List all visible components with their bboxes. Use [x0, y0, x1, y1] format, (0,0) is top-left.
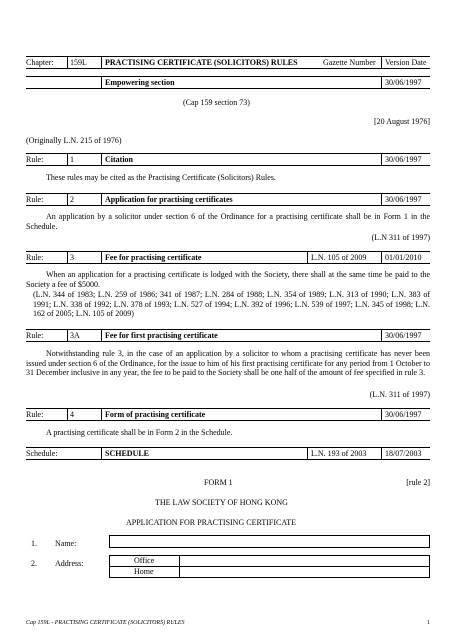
gazette-number-label: Gazette Number	[323, 58, 376, 67]
schedule-gazette-number: L.N. 193 of 2003	[311, 449, 367, 458]
address-field[interactable]	[109, 555, 430, 578]
rule-number: 3A	[70, 331, 80, 340]
rule-date: 30/06/1997	[385, 331, 422, 340]
rule-title: Fee for first practising certificate	[105, 331, 218, 340]
rule-label: Rule:	[26, 253, 44, 262]
rule-gazette-number: L.N. 105 of 2009	[311, 253, 367, 262]
office-address-label: Office	[134, 556, 155, 565]
chapter-header-row	[26, 56, 430, 69]
footer-text: Cap 159L - PRACTISING CERTIFICATE (SOLICITORS) RULES	[26, 620, 185, 626]
empowering-section-title: Empowering section	[105, 78, 175, 87]
form-number: FORM 1	[204, 478, 233, 487]
enactment-date: [20 August 1976]	[374, 117, 430, 126]
society-name: THE LAW SOCIETY OF HONG KONG	[155, 498, 288, 507]
rule-number: 4	[70, 410, 74, 419]
rule-amendments: (L.N. 344 of 1983; L.N. 259 of 1986; 341 of 1987; L.N. 284 of 1988; L.N. 354 of 1989; L.N. 313 of 1990; L.N. 383 of 1991; L.N. 338 of 1992; L.N. 378 of 1993; L.N. 527 of 1994; L.N. 392 of 1996; L.N. 539 of 1997; L.N. 345 of 1998; L.N. 162 of 2005; L.N. 105 of 2009)	[33, 290, 430, 319]
chapter-number: 159L	[70, 58, 87, 67]
form-field-number: 1.	[31, 539, 37, 548]
rule-label: Rule:	[26, 155, 44, 164]
rule-row	[26, 153, 430, 166]
chapter-title: PRACTISING CERTIFICATE (SOLICITORS) RULES	[105, 58, 298, 67]
empowering-section-row	[26, 76, 430, 89]
rule-date: 30/06/1997	[385, 195, 422, 204]
rule-number: 1	[70, 155, 74, 164]
rule-body: These rules may be cited as the Practising Certificate (Solicitors) Rules.	[46, 173, 276, 182]
rule-body: Notwithstanding rule 3, in the case of an application by a solicitor to whom a practising certificate has never been issued under section 6 of the Ordinance, for the issue to him of his first practising certificate for any period from 1 October to 31 December inclusive in any year, the fee to be paid to the Society shall be one half of the amount of fee specified in rule 3.	[26, 349, 430, 378]
page-number: 1	[427, 620, 430, 626]
form-rule-reference: [rule 2]	[406, 478, 430, 487]
rule-label: Rule:	[26, 410, 44, 419]
rule-row	[26, 193, 430, 206]
rule-row	[26, 251, 430, 264]
form-heading: APPLICATION FOR PRACTISING CERTIFICATE	[126, 518, 296, 527]
rule-date: 30/06/1997	[385, 155, 422, 164]
home-address-label: Home	[134, 567, 154, 576]
rule-reference: (L.N 311 of 1997)	[371, 233, 430, 242]
rule-row	[26, 408, 430, 421]
rule-number: 3	[70, 253, 74, 262]
rule-row	[26, 329, 430, 342]
name-field[interactable]	[109, 535, 430, 548]
rule-title: Fee for practising certificate	[105, 253, 202, 262]
chapter-label: Chapter:	[26, 58, 54, 67]
rule-body: When an application for a practising certificate is lodged with the Society, there shall at the same time be paid to the Society a fee of $5000.	[26, 270, 430, 289]
form-field-number: 2.	[31, 559, 37, 568]
version-date-label: Version Date	[385, 58, 427, 67]
name-field-label: Name:	[55, 539, 77, 548]
rule-label: Rule:	[26, 331, 44, 340]
rule-body: An application by a solicitor under section 6 of the Ordinance for a practising certificate shall be in Form 1 in the Schedule.	[26, 212, 430, 231]
schedule-label: Schedule:	[26, 449, 58, 458]
rule-label: Rule:	[26, 195, 44, 204]
rule-title: Citation	[105, 155, 133, 164]
schedule-row	[26, 447, 430, 460]
schedule-title: SCHEDULE	[105, 449, 150, 458]
original-reference: (Originally L.N. 215 of 1976)	[26, 136, 122, 145]
rule-title: Application for practising certificates	[105, 195, 233, 204]
rule-reference: (L.N. 311 of 1997)	[369, 390, 430, 399]
empowering-section-date: 30/06/1997	[385, 78, 422, 87]
rule-date: 01/01/2010	[385, 253, 422, 262]
schedule-date: 18/07/2003	[385, 449, 422, 458]
rule-number: 2	[70, 195, 74, 204]
page-footer	[26, 620, 430, 627]
address-field-label: Address:	[55, 559, 84, 568]
cap-reference: (Cap 159 section 73)	[183, 98, 250, 107]
rule-body: A practising certificate shall be in Form 2 in the Schedule.	[46, 428, 233, 437]
rule-date: 30/06/1997	[385, 410, 422, 419]
rule-title: Form of practising certificate	[105, 410, 206, 419]
